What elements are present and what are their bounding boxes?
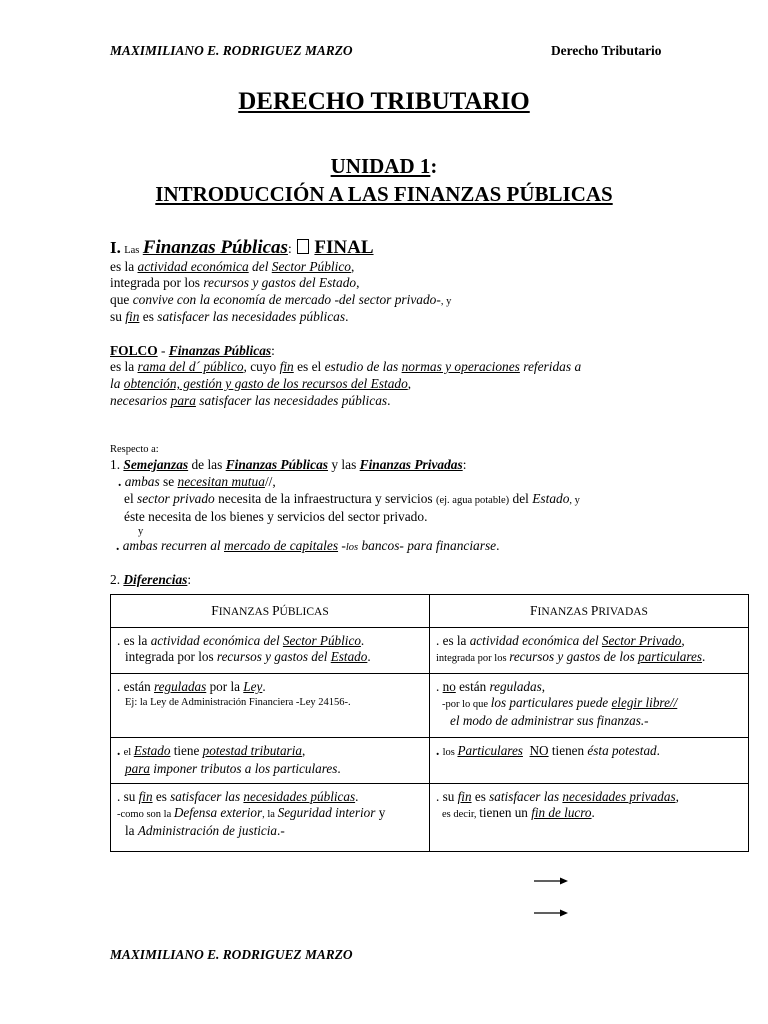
text: se (159, 474, 178, 489)
text: , (681, 633, 685, 648)
arrow-right-icon (534, 876, 568, 886)
text: . (117, 743, 124, 758)
text: . (656, 743, 660, 758)
text: satisfacer las necesidades públicas (157, 309, 346, 324)
text: , (541, 679, 546, 694)
cell-line (436, 695, 742, 713)
section1-line1 (110, 259, 354, 275)
text: reguladas (489, 679, 542, 694)
text: tienen (548, 743, 588, 758)
text: , (675, 789, 679, 804)
text: 1. (110, 457, 124, 472)
table-cell (111, 628, 430, 674)
cell-line (436, 789, 742, 805)
text: ésta potestad (587, 743, 657, 758)
text: ambas recurren al (122, 538, 224, 553)
text: - (338, 538, 346, 553)
text: Particulares (457, 743, 523, 758)
text: necesidades privadas (562, 789, 676, 804)
folco-line3 (110, 393, 390, 409)
text: es el (293, 359, 325, 374)
footer-author: MAXIMILIANO E. RODRIGUEZ MARZO (110, 947, 353, 962)
cell-line (117, 679, 423, 695)
text: satisfacer las (489, 789, 563, 804)
cell-line (436, 649, 742, 667)
table-row (111, 674, 749, 738)
text: recursos y gastos del Estado (203, 275, 357, 290)
text: satisfacer las (170, 789, 244, 804)
text: mercado de capitales (224, 538, 339, 553)
table-cell (430, 784, 749, 852)
text: Estado (330, 649, 368, 664)
cell-line (117, 743, 423, 761)
text: para (125, 761, 150, 776)
text: están (455, 679, 490, 694)
section1-roman: I. (110, 238, 121, 257)
folco-heading (110, 343, 275, 359)
cell-line (117, 633, 423, 649)
col-header-finanzas-privadas (430, 595, 749, 628)
text: . su (117, 789, 139, 804)
text: la (110, 376, 124, 391)
text: .- (277, 823, 285, 838)
text: los (345, 542, 359, 553)
text: recursos y gastos del (216, 649, 331, 664)
diferencias-term: Diferencias (123, 572, 188, 587)
text: . es la (117, 633, 151, 648)
text: no (442, 679, 456, 694)
text: es la (110, 259, 138, 274)
folco-line1 (110, 359, 581, 375)
cell-line: el modo de administrar sus finanzas.- (450, 713, 649, 728)
text: F (530, 603, 538, 618)
text: F (211, 603, 219, 618)
text: , (407, 376, 412, 391)
text: , y (440, 296, 452, 307)
cell-line (436, 743, 742, 761)
text: -como son la (117, 809, 174, 820)
text: , (301, 743, 306, 758)
text: ambas (124, 474, 160, 489)
semejanzas-term: Semejanzas (123, 457, 189, 472)
unit-heading (0, 154, 768, 179)
page-title: DERECHO TRIBUTARIO (238, 88, 530, 115)
cell-line (117, 789, 423, 805)
text: recursos y gastos de los (509, 649, 639, 664)
text: integrada por los (110, 275, 204, 290)
table-row (111, 784, 749, 852)
text (523, 743, 530, 758)
text: . (116, 538, 123, 553)
text: Sector Privado (601, 633, 682, 648)
cell-line (117, 761, 423, 777)
text: RIVADAS (598, 606, 648, 618)
text: para (170, 393, 196, 408)
text: , la (262, 809, 278, 820)
text: . es la (436, 633, 470, 648)
arrow-right-icon (534, 908, 568, 918)
header-author: MAXIMILIANO E. RODRIGUEZ MARZO (110, 43, 353, 58)
text: . (367, 649, 371, 664)
text: , (350, 259, 355, 274)
table-cell (430, 738, 749, 784)
text: necesitan mutua (177, 474, 265, 489)
text: que (110, 292, 133, 307)
unit-colon: : (430, 154, 438, 178)
text: 2. (110, 572, 124, 587)
text: Administración de justicia (137, 823, 278, 838)
text: . (360, 633, 365, 648)
cell-line (117, 805, 423, 823)
text: tiene (170, 743, 203, 758)
text: . (387, 393, 391, 408)
semejanzas-line4: y (138, 526, 144, 537)
text: Finanzas Privadas (359, 457, 463, 472)
text: . están (117, 679, 154, 694)
text: actividad económica (137, 259, 249, 274)
cell-line (117, 823, 423, 839)
text: Ley (243, 679, 263, 694)
text: -por lo que (442, 699, 491, 710)
text: INANZAS (537, 606, 591, 618)
text: elegir libre// (611, 695, 678, 710)
text: Sector Público (271, 259, 351, 274)
unit-name: INTRODUCCIÓN A LAS FINANZAS PÚBLICAS (155, 182, 613, 206)
text: , cuyo (243, 359, 280, 374)
text: (ej. agua potable) (435, 495, 510, 506)
text: normas y operaciones (401, 359, 520, 374)
text: Defensa exterior (173, 805, 263, 820)
text: . (436, 743, 443, 758)
text: integrada por los (436, 653, 510, 664)
text: P (272, 603, 280, 618)
text: . (355, 789, 359, 804)
text: P (590, 603, 599, 618)
text: es (139, 309, 158, 324)
section1-colon: : (287, 241, 292, 256)
header-subject: Derecho Tributario (551, 43, 662, 58)
text: NO (529, 743, 549, 758)
text: el (124, 491, 138, 506)
text: . (118, 474, 125, 489)
unit-label: UNIDAD 1 (330, 154, 431, 178)
text: de las (188, 457, 226, 472)
text: fin (125, 309, 140, 324)
text: referidas a (519, 359, 582, 374)
semejanzas-line1 (118, 474, 276, 490)
text: . (262, 679, 266, 694)
table-row (111, 628, 749, 674)
text: fin de lucro (531, 805, 592, 820)
text: del (248, 259, 272, 274)
text: , (356, 275, 360, 290)
section1-line2 (110, 275, 359, 291)
text: convive con la economía de mercado -del sector privado- (132, 292, 441, 307)
text: - (157, 343, 169, 358)
text: : (271, 343, 275, 358)
text: . su (436, 789, 458, 804)
table-row (111, 738, 749, 784)
text: necesidades públicas (243, 789, 356, 804)
text: del (509, 491, 533, 506)
cell-line (436, 679, 742, 695)
text: necesita de la infraestructura y servicios (214, 491, 436, 506)
text: y las (328, 457, 360, 472)
text: . (345, 309, 349, 324)
text: fin (457, 789, 472, 804)
section1-heading (110, 238, 374, 261)
text: actividad económica del (150, 633, 283, 648)
text: necesarios (110, 393, 171, 408)
text: obtención, gestión y gasto de los recursos del Estado (123, 376, 408, 391)
text: fin (138, 789, 153, 804)
text: el (123, 747, 134, 758)
semejanzas-line2 (124, 491, 580, 509)
table-cell (111, 784, 430, 852)
text: satisfacer las necesidades públicas (195, 393, 388, 408)
text: ÚBLICAS (279, 606, 329, 618)
table-cell (430, 628, 749, 674)
folco-term: Finanzas Públicas (168, 343, 272, 358)
text: , y (569, 495, 580, 506)
diferencias-heading (110, 572, 191, 588)
text: //, (264, 474, 276, 489)
checkbox-icon (297, 239, 309, 254)
text: es (471, 789, 490, 804)
respecto-label: Respecto a: (110, 444, 159, 455)
table-cell (430, 674, 749, 738)
section1-term: Finanzas Públicas (142, 237, 288, 258)
section1-line4 (110, 309, 348, 325)
cell-line (436, 633, 742, 649)
text: es la (110, 359, 138, 374)
table-header-row (111, 595, 749, 628)
comparison-table (110, 594, 749, 852)
text: actividad económica del (469, 633, 602, 648)
text: : (187, 572, 192, 587)
text: . (702, 649, 706, 664)
cell-line (436, 805, 742, 823)
semejanzas-line3: éste necesita de los bienes y servicios del sector privado. (124, 509, 428, 524)
folco-line2 (110, 376, 411, 392)
text: . (591, 805, 595, 820)
text: y (375, 805, 386, 820)
section1-las: Las (124, 245, 140, 256)
section1-final: FINAL (314, 237, 374, 258)
col-header-finanzas-publicas (111, 595, 430, 628)
text: es (152, 789, 171, 804)
semejanzas-line5 (116, 538, 499, 556)
table-cell (111, 738, 430, 784)
cell-line: Ej: la Ley de Administración Financiera -Ley 24156-. (125, 697, 351, 708)
cell-line (117, 649, 423, 665)
text: su (110, 309, 126, 324)
text: rama del d´ público (137, 359, 244, 374)
text: . (496, 538, 500, 553)
text: . (337, 761, 341, 776)
text: : (462, 457, 467, 472)
text: los particulares puede (490, 695, 612, 710)
text: los (442, 747, 458, 758)
text: integrada por los (125, 649, 217, 664)
text: por la (206, 679, 244, 694)
text: bancos- para financiarse (358, 538, 497, 553)
text: la (125, 823, 138, 838)
text: Finanzas Públicas (225, 457, 329, 472)
text: particulares (638, 649, 702, 664)
text: Seguridad interior (277, 805, 376, 820)
table-cell (111, 674, 430, 738)
text: es decir, (442, 809, 480, 820)
text: fin (279, 359, 294, 374)
text: potestad tributaria (202, 743, 302, 758)
text: INANZAS (218, 606, 273, 618)
text: estudio de las (324, 359, 402, 374)
section1-line3 (110, 292, 451, 310)
text: sector privado (137, 491, 215, 506)
text: Sector Público (282, 633, 361, 648)
folco-name: FOLCO (110, 343, 158, 358)
semejanzas-heading (110, 457, 466, 473)
text: imponer tributos a los particulares (149, 761, 338, 776)
text: tienen un (479, 805, 532, 820)
text: Estado (133, 743, 171, 758)
text: reguladas (154, 679, 207, 694)
text: Estado (532, 491, 570, 506)
text: . (436, 679, 443, 694)
